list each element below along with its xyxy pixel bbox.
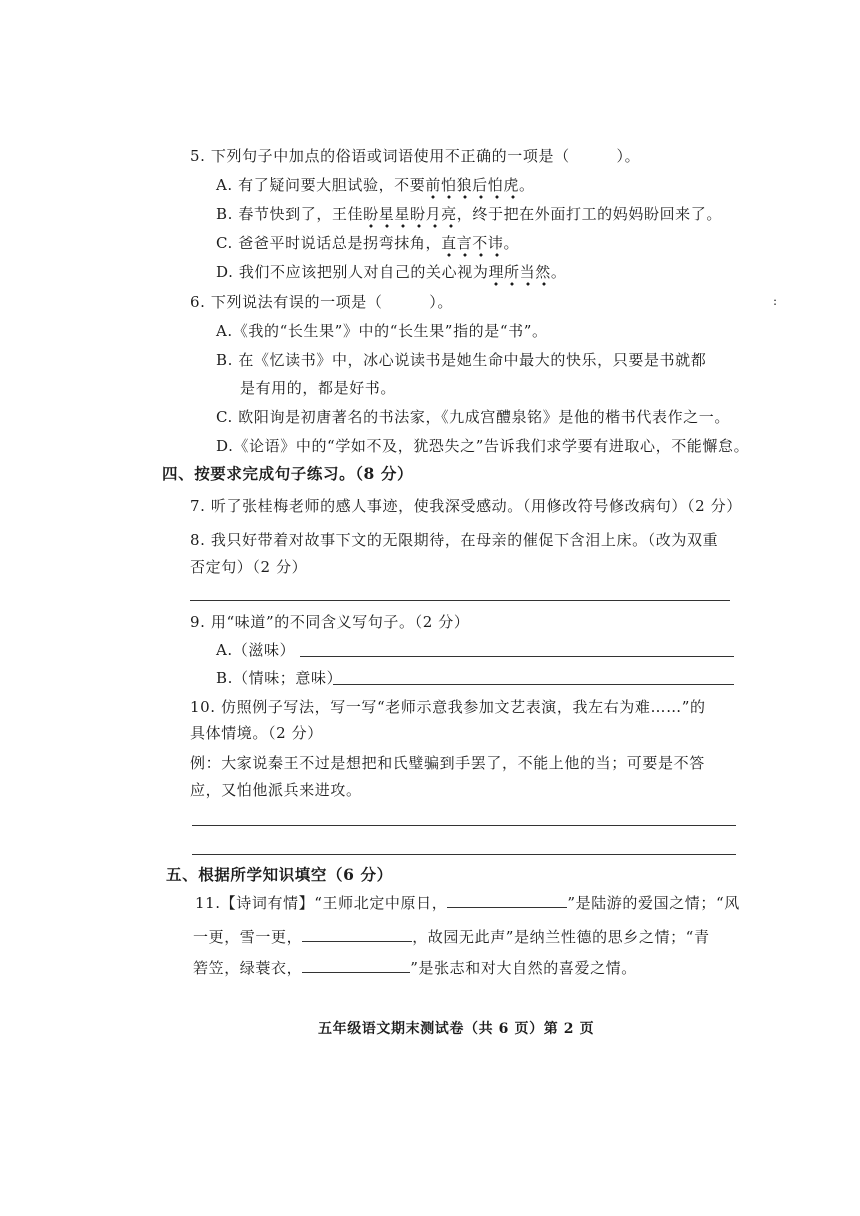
q11-line2-start: 一更，雪一更， xyxy=(193,928,303,946)
q11-blank-3[interactable] xyxy=(302,958,410,973)
q6-option-d: D.《论语》中的“学如不及，犹恐失之”告诉我们求学要有进取心，不能懈怠。 xyxy=(216,437,750,455)
q5-option-d xyxy=(216,262,566,282)
q11-line2 xyxy=(193,927,710,947)
q7-text: 7. 听了张桂梅老师的感人事迹，使我深受感动。（用修改符号修改病句）（2 分） xyxy=(190,497,742,515)
q6-stem: 6. 下列说法有误的一项是（ ）。 xyxy=(190,293,453,311)
page-footer: 五年级语文期末测试卷（共 6 页）第 2 页 xyxy=(318,1021,595,1037)
q5-a-pre: A. 有了疑问要大胆试验，不要 xyxy=(216,176,426,194)
q11-line2-end: ，故园无此声”是纳兰性德的思乡之情；“青 xyxy=(412,928,710,946)
section-4-title: 四、按要求完成句子练习。（8 分） xyxy=(162,464,414,483)
q11-line1-end: ”是陆游的爱国之情；“风 xyxy=(567,894,740,912)
q5-stem: 5. 下列句子中加点的俗语或词语使用不正确的一项是（ ）。 xyxy=(190,147,641,165)
q11-line3-start: 箬笠，绿蓑衣， xyxy=(193,959,303,977)
q10-example-line2: 应，又怕他派兵来进攻。 xyxy=(190,781,362,799)
q5-d-post: 。 xyxy=(550,263,567,281)
q5-b-dotted: 盼星星盼月亮 xyxy=(363,205,457,229)
q5-a-post: 。 xyxy=(518,176,535,194)
q10-answer-line-1[interactable] xyxy=(192,825,736,826)
q5-d-dotted: 理所当然 xyxy=(488,263,550,287)
q8-text-line2: 否定句）（2 分） xyxy=(190,558,308,576)
q5-b-post: ，终于把在外面打工的妈妈盼回来了。 xyxy=(456,205,722,223)
q10-text-line2: 具体情境。（2 分） xyxy=(190,724,323,742)
q9-b-label: B.（情味；意味） xyxy=(216,669,343,687)
q11-line1-start: 11.【诗词有情】“王师北定中原日， xyxy=(195,894,448,912)
q8-answer-line[interactable] xyxy=(190,600,730,601)
q6-option-c: C. 欧阳询是初唐著名的书法家，《九成宫醴泉铭》是他的楷书代表作之一。 xyxy=(216,408,730,426)
q11-line1 xyxy=(195,893,740,913)
section-5-title: 五、根据所学知识填空（6 分） xyxy=(166,865,393,884)
q11-blank-1[interactable] xyxy=(447,893,567,908)
q11-line3-end: ”是张志和对大自然的喜爱之情。 xyxy=(410,959,637,977)
q11-line3 xyxy=(193,958,637,978)
q10-text-line1: 10. 仿照例子写法，写一写“老师示意我参加文艺表演，我左右为难……”的 xyxy=(190,698,706,716)
q5-b-pre: B. 春节快到了，王佳 xyxy=(216,205,364,223)
q5-c-dotted: 直言不讳 xyxy=(441,234,503,258)
edge-mark: : xyxy=(773,294,778,308)
q9-a-answer-line[interactable] xyxy=(300,656,734,657)
q5-option-a xyxy=(216,175,535,195)
q8-text-line1: 8. 我只好带着对故事下文的无限期待，在母亲的催促下含泪上床。（改为双重 xyxy=(190,531,719,549)
q5-option-c xyxy=(216,233,519,253)
q5-a-dotted: 前怕狼后怕虎 xyxy=(425,176,519,200)
q5-c-post: 。 xyxy=(503,234,520,252)
q9-b-answer-line[interactable] xyxy=(333,684,734,685)
q9-a-label: A.（滋味） xyxy=(216,641,296,659)
q11-blank-2[interactable] xyxy=(302,927,412,942)
q6-option-a: A.《我的“长生果”》中的“长生果”指的是“书”。 xyxy=(216,322,548,340)
q6-option-b-line2: 是有用的，都是好书。 xyxy=(240,379,397,397)
q10-example-line1: 例：大家说秦王不过是想把和氏璧骗到手罢了，不能上他的当；可要是不答 xyxy=(190,754,705,772)
q5-c-pre: C. 爸爸平时说话总是拐弯抹角， xyxy=(216,234,442,252)
q10-answer-line-2[interactable] xyxy=(192,854,736,855)
q5-option-b xyxy=(216,204,722,224)
q6-option-b-line1: B. 在《忆读书》中，冰心说读书是她生命中最大的快乐，只要是书就都 xyxy=(216,351,707,369)
q5-d-pre: D. 我们不应该把别人对自己的关心视为 xyxy=(216,263,489,281)
q9-text: 9. 用“味道”的不同含义写句子。（2 分） xyxy=(190,613,470,631)
